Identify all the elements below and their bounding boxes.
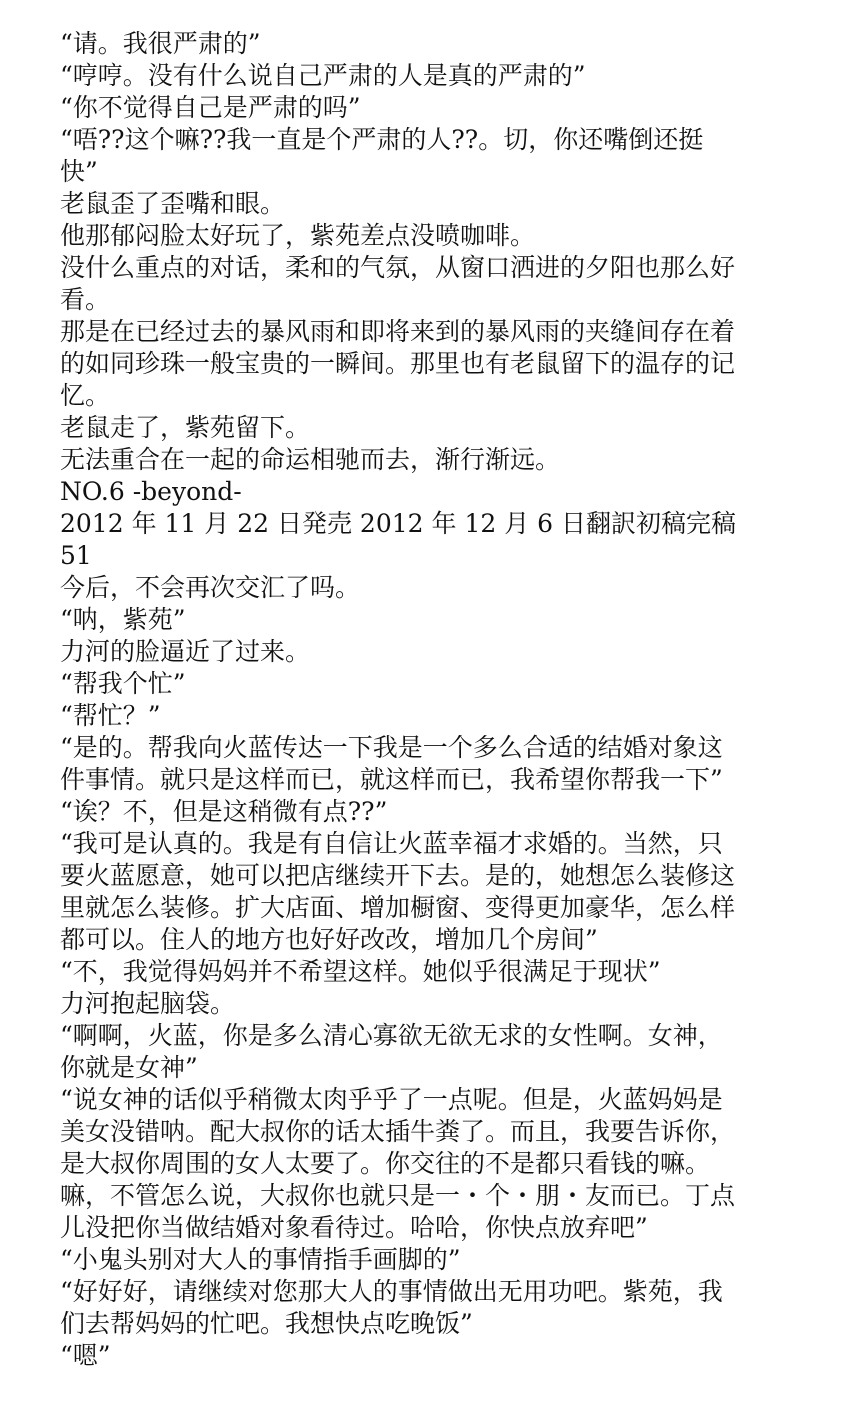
text-line: “不，我觉得妈妈并不希望这样。她似乎很满足于现状” [60, 957, 661, 986]
page-number: 51 [60, 541, 92, 570]
text-line: 无法重合在一起的命运相驰而去，渐行渐远。 [60, 445, 561, 474]
text-line: “呐，紫苑” [60, 605, 186, 634]
text-line: “唔??这个嘛??我一直是个严肃的人??。切，你还嘴倒还挺 [60, 125, 704, 154]
text-line: “诶？不，但是这稍微有点??” [60, 797, 388, 826]
text-line: “啊啊，火蓝，你是多么清心寡欲无欲无求的女性啊。女神， [60, 1021, 723, 1050]
text-line: 是大叔你周围的女人太要了。你交往的不是都只看钱的嘛。 [60, 1149, 711, 1178]
text-line: 力河的脸逼近了过来。 [60, 637, 311, 666]
text-line: 看。 [60, 285, 111, 314]
text-line: “你不觉得自己是严肃的吗” [60, 93, 361, 122]
text-line: 力河抱起脑袋。 [60, 989, 236, 1018]
text-line: 你就是女神” [60, 1053, 198, 1082]
text-line: 忆。 [60, 381, 111, 410]
text-line: “帮忙？” [60, 701, 161, 730]
text-line: 里就怎么装修。扩大店面、增加橱窗、变得更加豪华，怎么样 [60, 893, 736, 922]
text-line: 儿没把你当做结婚对象看待过。哈哈，你快点放弃吧” [60, 1213, 648, 1242]
text-line: “嗯” [60, 1341, 111, 1370]
text-line: “我可是认真的。我是有自信让火蓝幸福才求婚的。当然，只 [60, 829, 723, 858]
text-line: 快” [60, 157, 98, 186]
text-line: 他那郁闷脸太好玩了，紫苑差点没喷咖啡。 [60, 221, 536, 250]
text-line: 老鼠走了，紫苑留下。 [60, 413, 311, 442]
text-line: “请。我很严肃的” [60, 29, 261, 58]
text-line: 老鼠歪了歪嘴和眼。 [60, 189, 286, 218]
release-date-line: 2012 年 11 月 22 日発売 2012 年 12 月 6 日翻訳初稿完稿 [60, 509, 737, 538]
text-line: “说女神的话似乎稍微太肉乎乎了一点呢。但是，火蓝妈妈是 [60, 1085, 723, 1114]
text-line: “哼哼。没有什么说自己严肃的人是真的严肃的” [60, 61, 586, 90]
text-line: “帮我个忙” [60, 669, 186, 698]
text-line: 没什么重点的对话，柔和的气氛，从窗口洒进的夕阳也那么好 [60, 253, 736, 282]
book-title-line: NO.6 -beyond- [60, 477, 242, 506]
text-line: 的如同珍珠一般宝贵的一瞬间。那里也有老鼠留下的温存的记 [60, 349, 736, 378]
text-line: 那是在已经过去的暴风雨和即将来到的暴风雨的夹缝间存在着 [60, 317, 736, 346]
document-page [60, 28, 800, 1372]
text-line: 都可以。住人的地方也好好改改，增加几个房间” [60, 925, 598, 954]
text-line: “是的。帮我向火蓝传达一下我是一个多么合适的结婚对象这 [60, 733, 723, 762]
text-line: 今后，不会再次交汇了吗。 [60, 573, 361, 602]
text-line: 们去帮妈妈的忙吧。我想快点吃晚饭” [60, 1309, 473, 1338]
text-line: 件事情。就只是这样而已，就这样而已，我希望你帮我一下” [60, 765, 723, 794]
text-line: “小鬼头别对大人的事情指手画脚的” [60, 1245, 461, 1274]
text-line: 嘛，不管怎么说，大叔你也就只是一・个・朋・友而已。丁点 [60, 1181, 736, 1210]
text-line: “好好好，请继续对您那大人的事情做出无用功吧。紫苑，我 [60, 1277, 723, 1306]
text-line: 要火蓝愿意，她可以把店继续开下去。是的，她想怎么装修这 [60, 861, 736, 890]
text-line: 美女没错呐。配大叔你的话太插牛粪了。而且，我要告诉你， [60, 1117, 736, 1146]
